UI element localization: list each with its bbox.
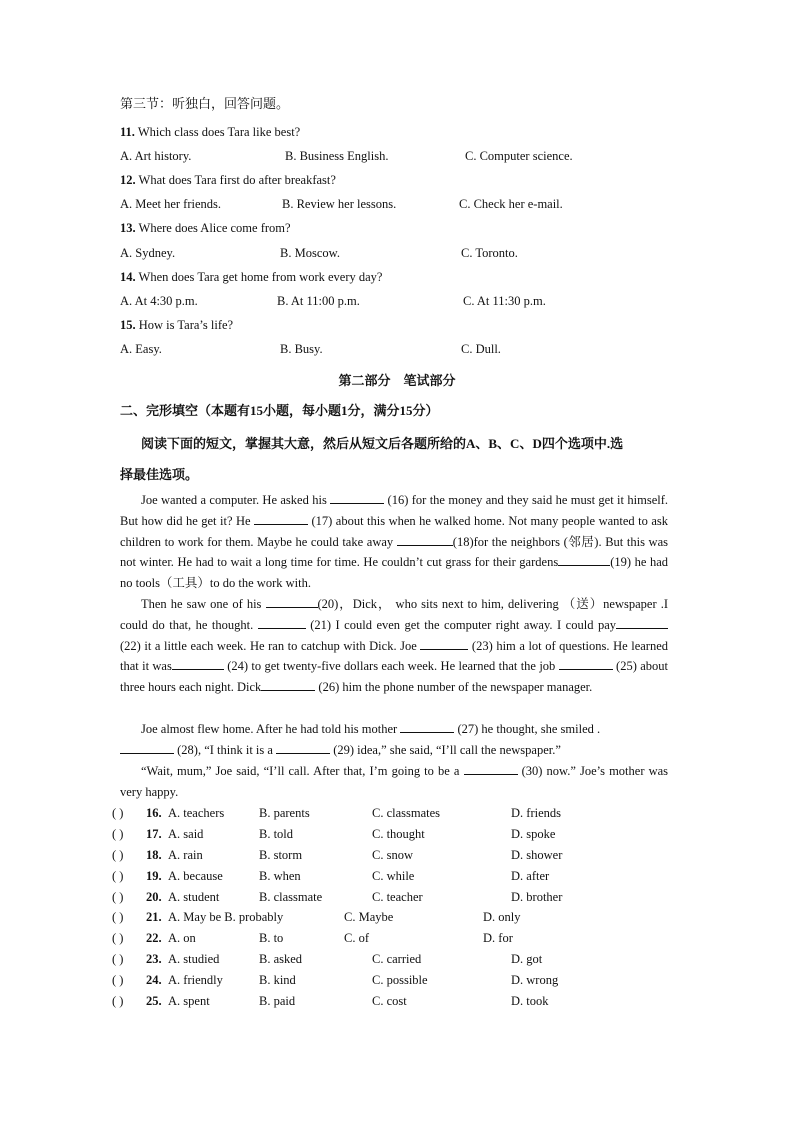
blank-28[interactable] [120,741,174,754]
passage-paragraph-3 [120,719,668,761]
choice-d: D. got [511,952,543,966]
option-a: A. At 4:30 p.m. [120,294,198,308]
answer-parens[interactable]: ( ) [112,869,124,883]
choice-c: C. possible [372,973,428,987]
passage-text: (22) it a little each week. He ran to catchup with Dick. Joe [120,638,421,653]
choice-d: D. friends [511,806,561,820]
blank-18[interactable] [397,533,453,546]
option-b: B. Business English. [285,149,389,163]
question-text: Which class does Tara like best? [137,125,301,139]
passage-text: (16) for the money and they said he must get it himself. But how did he get it? He [120,493,668,528]
option-a: A. Easy. [120,342,162,356]
question-11 [120,124,300,140]
blank-22[interactable] [616,616,668,629]
passage-text: (21) I could even get the computer right away. I could pay [305,617,616,632]
passage-text: Joe wanted a computer. He asked his [141,493,331,507]
choice-c: C. thought [372,827,425,841]
choice-c: C. carried [372,952,422,966]
choice-number: 21. [146,910,162,924]
question-13 [120,220,291,236]
answer-parens[interactable]: ( ) [112,806,124,820]
choice-a: A. because [168,869,223,883]
choice-d: D. after [511,869,550,883]
choice-b: B. parents [259,806,310,820]
answer-parens[interactable]: ( ) [112,910,124,924]
passage-text: (30) now.” Joe’s mother was very happy. [120,764,669,799]
choice-a: A. studied [168,952,220,966]
blank-17[interactable] [254,512,308,525]
blank-23[interactable] [420,637,468,650]
choice-c: C. teacher [372,890,423,904]
cloze-heading: 二、完形填空（本题有15小题，每小题1分，满分15分） [120,403,439,418]
blank-30[interactable] [464,762,518,775]
passage-text: (17) about this when he walked home. Not many people wanted to ask children to work for them. Maybe he could take away [120,513,669,549]
answer-parens[interactable]: ( ) [112,827,124,841]
option-c: C. At 11:30 p.m. [463,294,546,308]
option-b: B. Moscow. [280,246,340,260]
question-14 [120,269,382,285]
option-a: A. Meet her friends. [120,197,222,211]
choice-b: B. asked [259,952,303,966]
answer-parens[interactable]: ( ) [112,973,124,987]
choice-a: A. teachers [168,806,225,820]
instruction-line-1: 阅读下面的短文，掌握其大意，然后从短文后各题所给的A、B、C、D四个选项中.选 [141,436,624,451]
choice-c: C. cost [372,994,407,1008]
choice-c: C. classmates [372,806,441,820]
answer-parens[interactable]: ( ) [112,931,124,945]
question-number: 15. [120,318,136,332]
blank-29[interactable] [276,741,330,754]
choice-d: D. shower [511,848,563,862]
choice-number: 17. [146,827,162,841]
option-c: C. Check her e-mail. [459,197,563,211]
choice-number: 23. [146,952,162,966]
passage-text: (27) he thought, she smiled . [454,722,601,736]
choice-d: D. for [483,931,513,945]
blank-16[interactable] [330,491,384,504]
choice-a: A. student [168,890,220,904]
choice-a: A. said [168,827,204,841]
choice-b: B. to [259,931,284,945]
option-b: B. Review her lessons. [282,197,397,211]
question-15 [120,317,233,333]
passage-paragraph-1 [120,490,668,594]
answer-parens[interactable]: ( ) [112,994,124,1008]
option-c: C. Toronto. [461,246,518,260]
question-number: 14. [120,270,136,284]
passage-text: (23) him a lot of questions. He learned that it was [120,638,668,674]
passage-text: Joe almost flew home. After he had told his mother [141,722,401,736]
choice-c: C. snow [372,848,413,862]
question-number: 12. [120,173,136,187]
choice-a: A. rain [168,848,203,862]
answer-parens[interactable]: ( ) [112,890,124,904]
answer-parens[interactable]: ( ) [112,952,124,966]
passage-text: (19) he had no tools（工具）to do the work with. [120,555,669,591]
choice-a: A. on [168,931,196,945]
option-a: A. Sydney. [120,246,176,260]
choice-number: 24. [146,973,162,987]
option-c: C. Dull. [461,342,501,356]
question-number: 13. [120,221,136,235]
blank-20[interactable] [266,595,318,608]
choice-b: B. when [259,869,301,883]
question-12 [120,172,336,188]
choice-d: D. only [483,910,521,924]
passage-text: (26) him the phone number of the newspaper manager. [315,680,593,695]
choice-a: A. friendly [168,973,223,987]
answer-parens[interactable]: ( ) [112,848,124,862]
passage-text: (20)，Dick， who sits next to him, delivering （送）newspaper .I could do that, he thought. [120,597,668,632]
passage-paragraph-4 [120,761,668,803]
passage-text: (18)for the neighbors (邻居). But this was not winter. He had to wait a long time for time. He couldn’t cut grass for their gardens [120,534,668,570]
choice-c: C. of [344,931,369,945]
blank-24[interactable] [172,657,224,670]
passage-text: (25) about three hours each night. Dick [120,659,668,695]
choice-d: D. wrong [511,973,559,987]
option-c: C. Computer science. [465,149,573,163]
part2-title: 第二部分 笔试部分 [338,373,456,388]
question-text: When does Tara get home from work every day? [138,270,383,284]
passage-text: “Wait, mum,” Joe said, “I’ll call. After that, I’m going to be a [141,764,464,778]
blank-19[interactable] [558,553,610,566]
passage-text: Then he saw one of his [141,597,266,611]
choice-number: 22. [146,931,162,945]
passage-text: (24) to get twenty-five dollars each week. He learned that the job [223,659,559,674]
choice-b: B. paid [259,994,296,1008]
choice-number: 16. [146,806,162,820]
passage-text: (29) idea,” she said, “I’ll call the newspaper.” [330,742,561,757]
passage-paragraph-2 [120,594,668,698]
blank-21[interactable] [258,616,306,629]
option-b: B. Busy. [280,342,323,356]
option-a: A. Art history. [120,149,192,163]
passage-text: (28), “I think it is a [174,742,277,757]
choice-number: 19. [146,869,162,883]
choice-d: D. took [511,994,549,1008]
choice-number: 18. [146,848,162,862]
choice-d: D. spoke [511,827,556,841]
choice-c: C. while [372,869,415,883]
choice-b: B. told [259,827,294,841]
section3-heading: 第三节：听独白，回答问题。 [120,96,290,111]
question-number: 11. [120,125,135,139]
question-text: What does Tara first do after breakfast? [138,173,336,187]
choice-c: C. Maybe [344,910,394,924]
choice-b: B. kind [259,973,296,987]
choice-b: B. classmate [259,890,323,904]
option-b: B. At 11:00 p.m. [277,294,360,308]
question-text: How is Tara’s life? [138,318,234,332]
choice-d: D. brother [511,890,563,904]
choice-b: B. storm [259,848,303,862]
instruction-line-2: 择最佳选项。 [120,467,199,482]
question-text: Where does Alice come from? [138,221,291,235]
choice-number: 25. [146,994,162,1008]
blank-26[interactable] [261,678,315,691]
choice-a: A. May be B. probably [168,910,284,924]
blank-27[interactable] [400,720,454,733]
choice-a: A. spent [168,994,210,1008]
blank-25[interactable] [559,657,613,670]
choice-number: 20. [146,890,162,904]
